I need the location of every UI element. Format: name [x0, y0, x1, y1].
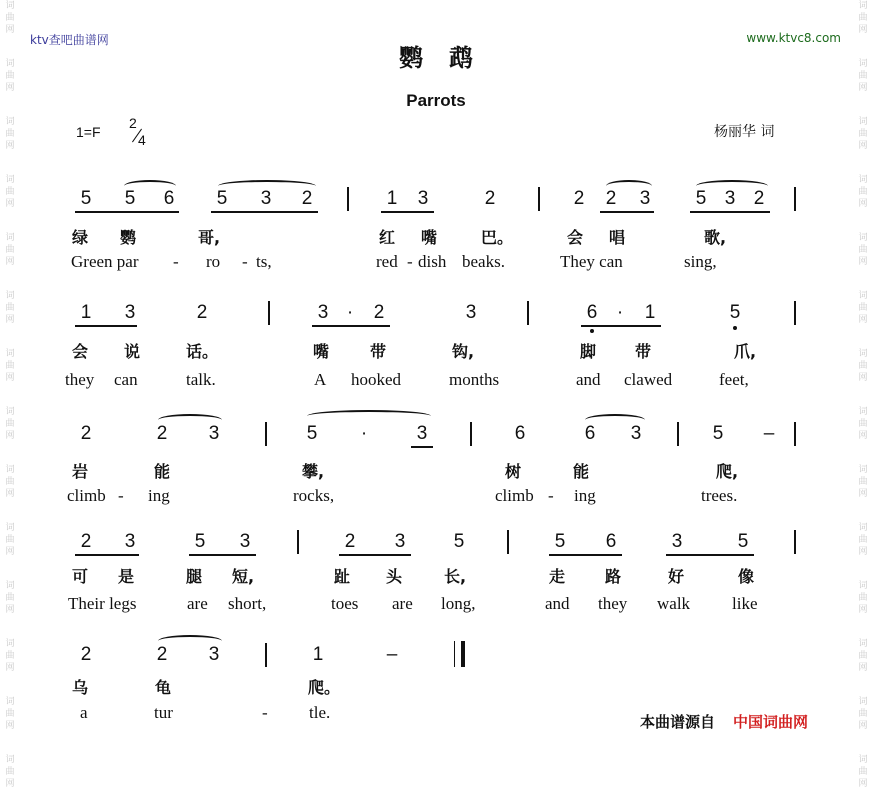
lyric-zh: 会: [72, 342, 89, 361]
watermark-char: 曲: [858, 419, 868, 429]
watermark-char: 网: [5, 663, 15, 673]
note: 3: [724, 188, 736, 209]
lyric-zh: 趾: [334, 567, 351, 586]
lyric-en: ro: [206, 252, 221, 271]
watermark-char: 词: [5, 349, 15, 359]
watermark-char: 曲: [858, 767, 868, 777]
song-title: 鹦鹉: [399, 43, 499, 72]
lyric-zh: 说: [124, 342, 141, 361]
watermark-char: 词: [5, 581, 15, 591]
lyric-zh: 可: [72, 567, 89, 586]
time-signature: [127, 115, 149, 155]
lyric-zh: 爪,: [734, 342, 757, 361]
beam-line: [75, 325, 137, 327]
watermark-char: 词: [5, 697, 15, 707]
lyric-en: -: [262, 703, 268, 722]
lyric-zh: 带: [370, 342, 387, 361]
watermark-char: 曲: [5, 767, 15, 777]
note: 5: [737, 531, 749, 552]
lyric-en: and: [576, 370, 601, 389]
note: 3: [239, 531, 251, 552]
watermark-char: 网: [858, 25, 868, 35]
watermark-char: 网: [5, 779, 15, 789]
watermark-char: 词: [858, 465, 868, 475]
watermark-char: 词: [5, 407, 15, 417]
lyric-en: feet,: [719, 370, 749, 389]
note: 5: [216, 188, 228, 209]
note: 3: [630, 423, 642, 444]
lyric-zh: 嘴: [421, 228, 438, 247]
barline: [794, 422, 796, 446]
lyric-en: They can: [560, 252, 623, 271]
watermark-gap: [4, 152, 16, 174]
lyricist-credit: 杨丽华 词: [714, 124, 775, 140]
note: 5: [729, 302, 741, 323]
beam-line: [381, 211, 434, 213]
slur: [124, 180, 176, 192]
lyric-en: climb: [67, 486, 106, 505]
lyric-en: they: [598, 594, 628, 613]
slur: [606, 180, 652, 192]
watermark-char: 曲: [5, 419, 15, 429]
watermark-char: 词: [5, 117, 15, 127]
watermark-char: 曲: [858, 709, 868, 719]
lyric-zh: 能: [573, 462, 590, 481]
watermark-char: 曲: [5, 245, 15, 255]
watermark-char: 网: [5, 141, 15, 151]
watermark-char: 曲: [858, 361, 868, 371]
lyric-en: trees.: [701, 486, 738, 505]
slur: [585, 414, 645, 426]
meter-numerator: 2: [129, 115, 137, 131]
lyric-en: are: [392, 594, 413, 613]
watermark-char: 词: [858, 59, 868, 69]
watermark-char: 曲: [858, 13, 868, 23]
note: 3: [671, 531, 683, 552]
watermark-char: 词: [5, 233, 15, 243]
watermark-char: 曲: [858, 187, 868, 197]
barline: [470, 422, 472, 446]
note: 2: [753, 188, 765, 209]
watermark-char: 网: [858, 779, 868, 789]
watermark-char: 词: [858, 117, 868, 127]
beam-line: [411, 446, 433, 448]
score-system-5: [0, 644, 872, 754]
watermark-char: 网: [5, 315, 15, 325]
watermark-char: 曲: [5, 709, 15, 719]
note: ·: [616, 302, 624, 323]
score-system-3: [0, 423, 872, 533]
watermark-char: 网: [858, 315, 868, 325]
lyric-en: Green par: [71, 252, 139, 271]
watermark-char: 词: [5, 175, 15, 185]
watermark-char: 词: [858, 581, 868, 591]
watermark-char: 曲: [5, 651, 15, 661]
lyric-en: walk: [657, 594, 691, 613]
lyric-zh: 话。: [186, 342, 219, 361]
watermark-char: 词: [858, 639, 868, 649]
slur: [158, 635, 222, 647]
note: 5: [306, 423, 318, 444]
note: 3: [416, 423, 428, 444]
lyric-en: beaks.: [462, 252, 505, 271]
watermark-char: 词: [858, 349, 868, 359]
note: 3: [465, 302, 477, 323]
lyric-en: -: [407, 252, 413, 271]
barline: [297, 530, 299, 554]
lyric-en: toes: [331, 594, 359, 613]
lyric-en: hooked: [351, 370, 402, 389]
watermark-char: 词: [858, 1, 868, 11]
watermark-char: 曲: [5, 593, 15, 603]
watermark-char: 网: [858, 199, 868, 209]
watermark-char: 曲: [858, 303, 868, 313]
lyric-zh: 短,: [232, 567, 255, 586]
note: 1: [644, 302, 656, 323]
slur: [158, 414, 222, 426]
lyric-zh: 带: [635, 342, 652, 361]
lyric-en: -: [118, 486, 124, 505]
watermark-char: 词: [5, 465, 15, 475]
beam-line: [600, 211, 654, 213]
lyric-en: ts,: [256, 252, 272, 271]
watermark-char: 词: [858, 291, 868, 301]
key-signature: 1=F: [76, 124, 101, 140]
watermark-char: 曲: [5, 71, 15, 81]
watermark-char: 曲: [858, 71, 868, 81]
note: 5: [554, 531, 566, 552]
lyric-zh: 龟: [155, 678, 172, 697]
beam-line: [75, 554, 139, 556]
note: 5: [80, 188, 92, 209]
watermark-char: 词: [858, 407, 868, 417]
note: 3: [394, 531, 406, 552]
note: 6: [514, 423, 526, 444]
note: 5: [695, 188, 707, 209]
slur: [307, 410, 431, 422]
watermark-char: 网: [5, 199, 15, 209]
beam-line: [690, 211, 770, 213]
slur: [696, 180, 768, 192]
note: –: [763, 423, 775, 444]
lyric-en: short,: [228, 594, 267, 613]
barline: [677, 422, 679, 446]
site-name-left: ktv查吧曲谱网: [30, 33, 109, 47]
site-url-right: www.ktvc8.com: [746, 31, 841, 45]
note: 6: [163, 188, 175, 209]
note: 2: [573, 188, 585, 209]
beam-line: [666, 554, 754, 556]
watermark-char: 曲: [858, 129, 868, 139]
lyric-zh: 头: [386, 567, 403, 586]
watermark-char: 网: [858, 663, 868, 673]
lyric-zh: 好: [668, 567, 685, 586]
song-subtitle: Parrots: [406, 91, 466, 110]
lyric-zh: 乌: [72, 678, 89, 697]
lyric-en: a: [80, 703, 88, 722]
lyric-zh: 是: [118, 567, 135, 586]
lyric-en: rocks,: [293, 486, 335, 505]
watermark-char: 词: [5, 639, 15, 649]
lyric-en: tur: [154, 703, 173, 722]
lyric-en: -: [173, 252, 179, 271]
watermark-char: 曲: [858, 651, 868, 661]
lyric-en: Their legs: [68, 594, 137, 613]
watermark-char: 网: [5, 83, 15, 93]
watermark-char: 网: [858, 547, 868, 557]
barline: [507, 530, 509, 554]
lyric-zh: 唱: [609, 228, 626, 247]
watermark-char: 曲: [5, 535, 15, 545]
barline: [538, 187, 540, 211]
note: ·: [346, 302, 354, 323]
note: 5: [194, 531, 206, 552]
lyric-zh: 岩: [72, 462, 89, 481]
barline: [265, 643, 267, 667]
lyric-en: talk.: [186, 370, 216, 389]
watermark-char: 网: [858, 489, 868, 499]
lyric-zh: 树: [505, 462, 522, 481]
lyric-en: A: [314, 370, 327, 389]
watermark-char: 曲: [858, 477, 868, 487]
low-octave-dot: [733, 326, 737, 330]
note: 3: [124, 531, 136, 552]
lyric-en: they: [65, 370, 95, 389]
lyric-en: long,: [441, 594, 476, 613]
note: 2: [156, 423, 168, 444]
lyric-zh: 绿: [72, 228, 89, 247]
lyric-zh: 像: [738, 567, 755, 586]
watermark-char: 词: [858, 755, 868, 765]
lyric-zh: 走: [549, 567, 566, 586]
note: 1: [80, 302, 92, 323]
watermark-char: 词: [5, 1, 15, 11]
watermark-gap: [4, 790, 16, 812]
beam-line: [189, 554, 256, 556]
note: 5: [712, 423, 724, 444]
watermark-char: 词: [858, 523, 868, 533]
watermark-char: 网: [5, 431, 15, 441]
lyric-en: sing,: [684, 252, 717, 271]
note: 6: [605, 531, 617, 552]
watermark-char: 曲: [5, 13, 15, 23]
watermark-char: 网: [5, 605, 15, 615]
watermark-char: 网: [5, 373, 15, 383]
watermark-char: 网: [858, 141, 868, 151]
beam-line: [312, 325, 390, 327]
note: 5: [453, 531, 465, 552]
watermark-char: 网: [858, 431, 868, 441]
lyric-zh: 巴。: [481, 228, 514, 247]
watermark-char: 网: [858, 257, 868, 267]
lyric-en: dish: [418, 252, 447, 271]
score-system-1: [0, 188, 872, 298]
lyric-zh: 长,: [444, 567, 467, 586]
beam-line: [549, 554, 622, 556]
watermark-gap: [857, 790, 869, 812]
watermark-char: 网: [858, 721, 868, 731]
lyric-zh: 脚: [580, 342, 597, 361]
lyric-en: -: [242, 252, 248, 271]
beam-line: [581, 325, 661, 327]
note: 2: [196, 302, 208, 323]
beam-line: [339, 554, 411, 556]
barline: [794, 530, 796, 554]
note: 1: [312, 644, 324, 665]
note: 2: [80, 531, 92, 552]
watermark-char: 曲: [5, 361, 15, 371]
lyric-en: can: [114, 370, 138, 389]
watermark-char: 网: [5, 257, 15, 267]
note: –: [386, 644, 398, 665]
slur: [218, 180, 316, 192]
lyric-en: red: [376, 252, 398, 271]
lyric-en: are: [187, 594, 208, 613]
lyric-en: tle.: [309, 703, 331, 722]
meter-denominator: 4: [138, 132, 146, 148]
source-label: 本曲谱源自: [640, 713, 716, 731]
note: 2: [605, 188, 617, 209]
note: 1: [386, 188, 398, 209]
note: 5: [124, 188, 136, 209]
note: 3: [208, 423, 220, 444]
barline: [527, 301, 529, 325]
barline: [794, 301, 796, 325]
barline: [268, 301, 270, 325]
barline: [794, 187, 796, 211]
watermark-char: 词: [5, 755, 15, 765]
watermark-gap: [857, 152, 869, 174]
watermark-char: 曲: [5, 129, 15, 139]
lyric-zh: 能: [154, 462, 171, 481]
watermark-char: 网: [858, 83, 868, 93]
final-double-barline: [454, 641, 465, 667]
lyric-zh: 哥,: [198, 228, 221, 247]
low-octave-dot: [590, 329, 594, 333]
watermark-char: 词: [5, 291, 15, 301]
beam-line: [75, 211, 179, 213]
watermark-char: 词: [858, 233, 868, 243]
watermark-char: 曲: [5, 187, 15, 197]
barline: [347, 187, 349, 211]
watermark-char: 曲: [858, 593, 868, 603]
watermark-char: 词: [5, 59, 15, 69]
watermark-char: 网: [5, 547, 15, 557]
note: ·: [360, 423, 368, 444]
lyric-zh: 腿: [186, 567, 203, 586]
lyric-zh: 红: [379, 228, 396, 247]
note: 2: [80, 423, 92, 444]
note: 3: [124, 302, 136, 323]
watermark-char: 词: [5, 523, 15, 533]
watermark-char: 曲: [858, 535, 868, 545]
beam-line: [211, 211, 318, 213]
watermark-char: 词: [858, 175, 868, 185]
lyric-en: ing: [574, 486, 596, 505]
lyric-zh: 会: [567, 228, 584, 247]
watermark-char: 网: [5, 721, 15, 731]
score-system-2: [0, 302, 872, 412]
lyric-zh: 攀,: [302, 462, 325, 481]
lyric-en: like: [732, 594, 758, 613]
lyric-zh: 鹦: [120, 228, 137, 247]
lyric-zh: 爬,: [716, 462, 739, 481]
lyric-en: and: [545, 594, 570, 613]
lyric-en: months: [449, 370, 500, 389]
note: 2: [373, 302, 385, 323]
note: 3: [639, 188, 651, 209]
lyric-zh: 爬。: [308, 678, 341, 697]
watermark-char: 词: [858, 697, 868, 707]
note: 2: [344, 531, 356, 552]
watermark-char: 曲: [858, 245, 868, 255]
note: 3: [317, 302, 329, 323]
lyric-zh: 路: [605, 567, 622, 586]
watermark-char: 网: [858, 373, 868, 383]
note: 2: [484, 188, 496, 209]
lyric-en: climb: [495, 486, 534, 505]
watermark-char: 网: [858, 605, 868, 615]
lyric-zh: 钩,: [452, 342, 475, 361]
watermark-char: 网: [5, 25, 15, 35]
barline: [265, 422, 267, 446]
source-credit: [640, 711, 808, 732]
note: 6: [584, 423, 596, 444]
lyric-zh: 嘴: [313, 342, 330, 361]
note: 2: [156, 644, 168, 665]
watermark-char: 网: [5, 489, 15, 499]
watermark-char: 曲: [5, 303, 15, 313]
note: 6: [586, 302, 598, 323]
note: 3: [208, 644, 220, 665]
note: 3: [260, 188, 272, 209]
note: 3: [417, 188, 429, 209]
watermark-char: 曲: [5, 477, 15, 487]
source-site-link[interactable]: 中国词曲网: [733, 713, 809, 731]
lyric-en: -: [548, 486, 554, 505]
note: 2: [80, 644, 92, 665]
score-system-4: [0, 531, 872, 641]
note: 2: [301, 188, 313, 209]
lyric-en: ing: [148, 486, 170, 505]
lyric-en: clawed: [624, 370, 673, 389]
lyric-zh: 歌,: [704, 228, 727, 247]
